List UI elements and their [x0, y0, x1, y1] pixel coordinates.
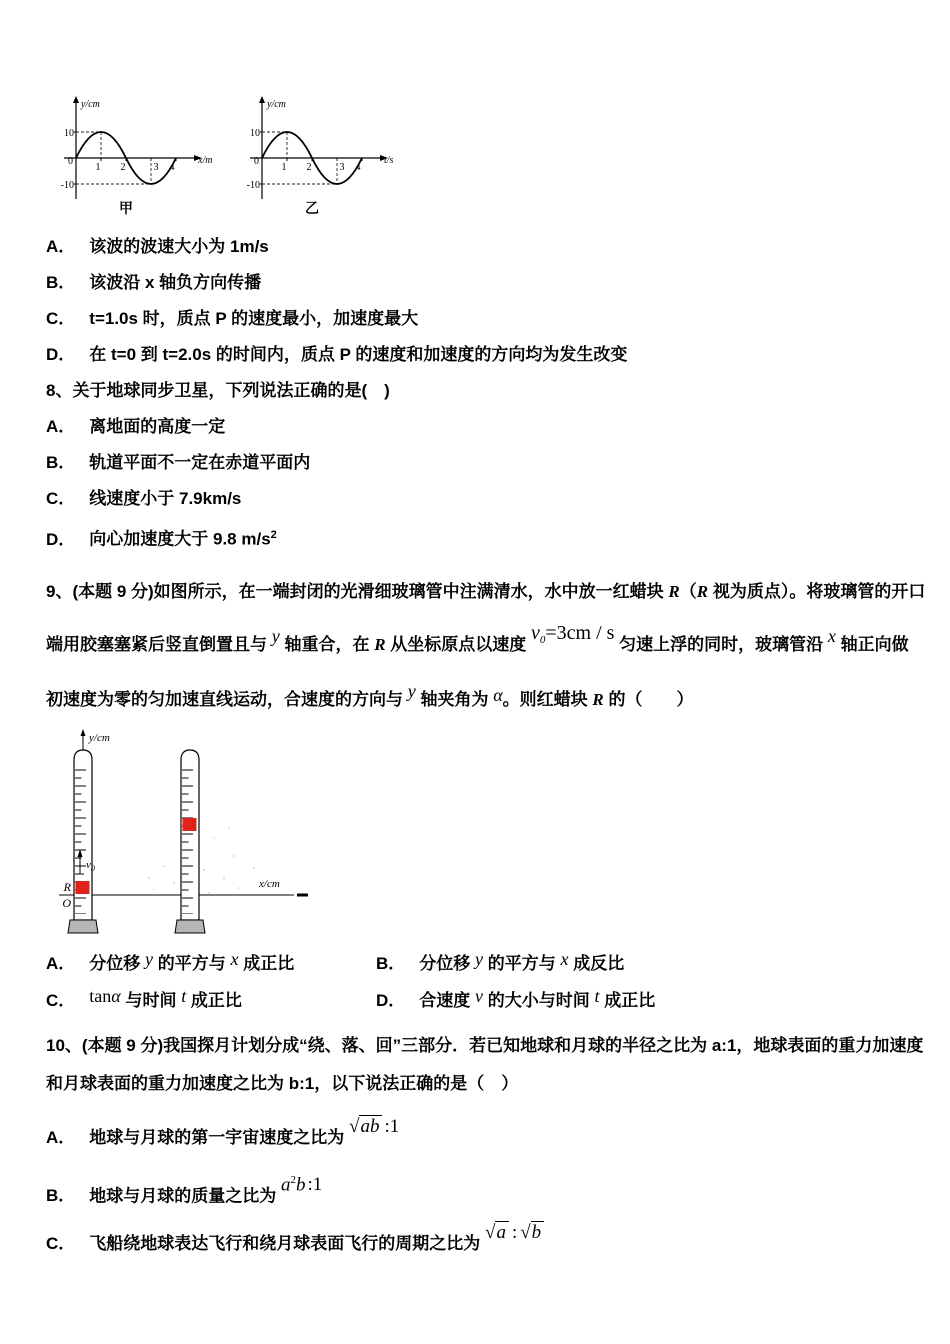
option-text: 的大小与时间	[483, 990, 595, 1010]
option-text: 与时间	[120, 990, 182, 1010]
sqrt-ab-formula	[349, 1104, 399, 1150]
wave-graph-yi	[242, 95, 402, 217]
option-label: B．	[46, 1185, 76, 1205]
x-tick-4: 4	[355, 162, 361, 173]
option-text: 离地面的高度一定	[89, 417, 226, 436]
math-var-b: b	[296, 1173, 306, 1195]
v0-label: $v_0$	[86, 858, 95, 873]
math-fun-tan: tan	[89, 985, 112, 1006]
q9-options	[46, 945, 916, 1019]
option-label: B．	[46, 273, 76, 292]
q10-stem-line1: 10、(本题 9 分)我国探月计划分成“绕、落、回”三部分．若已知地球和月球的半径之比为 a:1，地球表面的重力加速度	[46, 1035, 924, 1055]
tube-base	[175, 920, 205, 933]
y-axis-label: y/cm	[267, 99, 286, 110]
sqrt-ratio-formula	[485, 1210, 544, 1256]
math-var-a: a	[281, 1173, 291, 1195]
x-tick-3: 3	[339, 162, 345, 173]
y-axis-label: y/cm	[89, 731, 110, 744]
q10-option-a	[46, 1115, 916, 1168]
radical-icon: √	[485, 1221, 496, 1243]
option-label: A．	[46, 237, 76, 256]
stem-text: 。则红蜡块	[502, 689, 593, 709]
y-tick-0: 0	[68, 156, 73, 167]
stem-text: 的（ ）	[603, 689, 694, 709]
option-label: C．	[46, 990, 76, 1010]
wax-block-label-R: R	[63, 879, 71, 894]
option-text: 轨道平面不一定在赤道平面内	[89, 453, 311, 472]
option-text: 成正比	[186, 990, 242, 1010]
y-tick-0: 0	[254, 156, 259, 167]
q10-stem	[46, 1027, 924, 1103]
wave-graph-jia	[56, 95, 216, 217]
math-var-y: y	[145, 948, 154, 969]
stem-text: 匀速上浮的同时，玻璃管沿	[614, 634, 828, 654]
math-var-x: x	[230, 948, 239, 969]
option-text: 在 t=0 到 t=2.0s 的时间内，质点 P 的速度和加速度的方向均为发生改变	[89, 345, 628, 364]
stem-text: 轴正向做	[835, 634, 909, 654]
y-tick-neg10: -10	[60, 180, 74, 191]
radicand: a	[495, 1221, 509, 1243]
red-wax-block	[76, 881, 90, 894]
stem-text: 初速度为零的匀加速直线运动，合速度的方向与	[46, 689, 408, 709]
v0-formula	[531, 607, 614, 662]
q9-stem-line3	[46, 673, 916, 726]
option-text: 地球与月球的质量之比为	[89, 1185, 282, 1205]
q10-option-c	[46, 1221, 916, 1274]
option-label: A．	[46, 953, 76, 973]
radicand: b	[531, 1221, 545, 1243]
q9-option-c	[46, 982, 376, 1019]
option-label: A．	[46, 417, 76, 436]
stem-text: 视为质点）。将玻璃管的开口	[708, 581, 926, 601]
q8-options	[46, 409, 916, 558]
x-tick-1: 1	[281, 162, 287, 173]
origin-label-O: O	[62, 895, 71, 910]
q8-option-c	[46, 481, 916, 517]
option-text: 向心加速度大于 9.8 m/s	[89, 529, 271, 549]
q7-option-c	[46, 301, 916, 337]
math-var-x: x	[827, 625, 836, 646]
option-text: 线速度小于 7.9km/s	[89, 489, 242, 508]
q7-option-a	[46, 229, 916, 265]
option-text: 分位移	[419, 953, 476, 973]
math-var-t: t	[594, 985, 600, 1006]
math-sub-0: 0	[539, 633, 546, 646]
option-text: 成反比	[568, 953, 625, 973]
q9-stem	[46, 566, 926, 726]
option-text: t=1.0s 时，质点 P 的速度最小，加速度最大	[89, 309, 419, 328]
q7-options	[46, 229, 916, 373]
option-text: 成正比	[599, 990, 656, 1010]
option-text: 合速度	[419, 990, 476, 1010]
option-text: 的平方与	[483, 953, 561, 973]
option-label: C．	[46, 1233, 76, 1253]
q9-option-a	[46, 945, 376, 982]
y-axis-arrow-icon	[259, 96, 265, 103]
q10-stem-line2: 和月球表面的重力加速度之比为 b:1，以下说法正确的是（ ）	[46, 1073, 519, 1093]
math-var-R: R	[374, 634, 386, 654]
q9-stem-line2	[46, 618, 916, 673]
x-tick-2: 2	[120, 162, 126, 173]
superscript: 2	[270, 529, 277, 541]
option-text: 该波的波速大小为 1m/s	[89, 237, 269, 256]
q9-stem-line1	[46, 566, 926, 618]
option-text: 的平方与	[153, 953, 231, 973]
x-tick-4: 4	[169, 162, 175, 173]
q8-title: 8、关于地球同步卫星，下列说法正确的是( )	[46, 381, 390, 400]
tube-scale-ticks	[182, 764, 198, 914]
x-tick-2: 2	[306, 162, 312, 173]
stem-text: （	[679, 581, 697, 601]
x-axis-label: x/m	[198, 155, 213, 166]
stem-text: 端用胶塞塞紧后竖直倒置且与	[46, 634, 272, 654]
math-var-v: v	[530, 621, 540, 644]
stem-text: 轴夹角为	[415, 689, 494, 709]
math-var-R: R	[668, 581, 680, 601]
option-label: A．	[46, 1127, 76, 1147]
x-axis-label: x/cm	[259, 877, 280, 890]
stem-text: 9、(本题 9 分)如图所示，在一端封闭的光滑细玻璃管中注满清水，水中放一红蜡块	[46, 581, 669, 601]
figure-caption: 乙	[305, 200, 319, 216]
x-tick-1: 1	[95, 162, 101, 173]
option-label: B．	[46, 453, 76, 472]
math-var-v: v	[475, 985, 484, 1006]
ratio-tail: :1	[384, 1115, 400, 1137]
math-var-t: t	[181, 985, 187, 1006]
math-eq: =3cm / s	[545, 621, 615, 644]
superscript: 2	[290, 1173, 297, 1186]
math-var-x: x	[560, 948, 569, 969]
y-tick-10: 10	[64, 128, 74, 139]
q10-options	[46, 1115, 916, 1274]
stem-text: 轴重合，在	[279, 634, 375, 654]
y-axis-arrow-icon	[81, 729, 86, 736]
math-var-R: R	[696, 581, 709, 601]
option-label: B．	[376, 953, 406, 973]
q9-figure	[54, 728, 354, 943]
radical-icon: √	[349, 1115, 360, 1137]
option-label: D．	[46, 345, 76, 364]
q7-option-d	[46, 337, 916, 373]
x-axis-label: t/s	[384, 155, 394, 166]
option-text: 该波沿 x 轴负方向传播	[89, 273, 262, 292]
y-axis-arrow-icon	[73, 96, 79, 103]
q7-wave-figures	[56, 95, 916, 217]
y-tick-10: 10	[250, 128, 260, 139]
option-text: 飞船绕地球表达飞行和绕月球表面飞行的周期之比为	[89, 1233, 486, 1253]
radical-icon: √	[520, 1221, 531, 1243]
glass-tube-right	[175, 750, 205, 933]
ratio-colon: :	[511, 1221, 518, 1243]
q10-option-b	[46, 1168, 916, 1221]
y-axis-label: y/cm	[81, 99, 100, 110]
radicand: ab	[359, 1115, 382, 1137]
speckles	[148, 827, 265, 894]
option-text: 地球与月球的第一宇宙速度之比为	[89, 1127, 350, 1147]
math-var-y: y	[407, 680, 416, 701]
tube-base	[68, 920, 98, 933]
math-var-alpha: α	[111, 985, 121, 1006]
math-var-y: y	[271, 625, 280, 646]
glass-tube-left	[68, 750, 98, 933]
red-wax-block	[183, 818, 197, 831]
ratio-tail: :1	[307, 1173, 323, 1195]
option-label: C．	[46, 489, 76, 508]
q8-option-d	[46, 517, 916, 558]
option-label: D．	[376, 990, 406, 1010]
stem-text: 从坐标原点以速度	[385, 634, 531, 654]
x-tick-3: 3	[153, 162, 159, 173]
q7-option-b	[46, 265, 916, 301]
option-text: 分位移	[89, 953, 146, 973]
option-text: 成正比	[238, 953, 295, 973]
math-var-y: y	[475, 948, 484, 969]
a2b-formula	[281, 1157, 322, 1208]
y-tick-neg10: -10	[246, 180, 260, 191]
q9-option-b	[376, 945, 916, 982]
option-label: C．	[46, 309, 76, 328]
q8-option-b	[46, 445, 916, 481]
math-var-R: R	[592, 689, 604, 709]
figure-caption: 甲	[119, 200, 133, 216]
q9-option-d	[376, 982, 916, 1019]
option-label: D．	[46, 529, 76, 549]
math-var-alpha: α	[493, 684, 503, 705]
q8-option-a	[46, 409, 916, 445]
